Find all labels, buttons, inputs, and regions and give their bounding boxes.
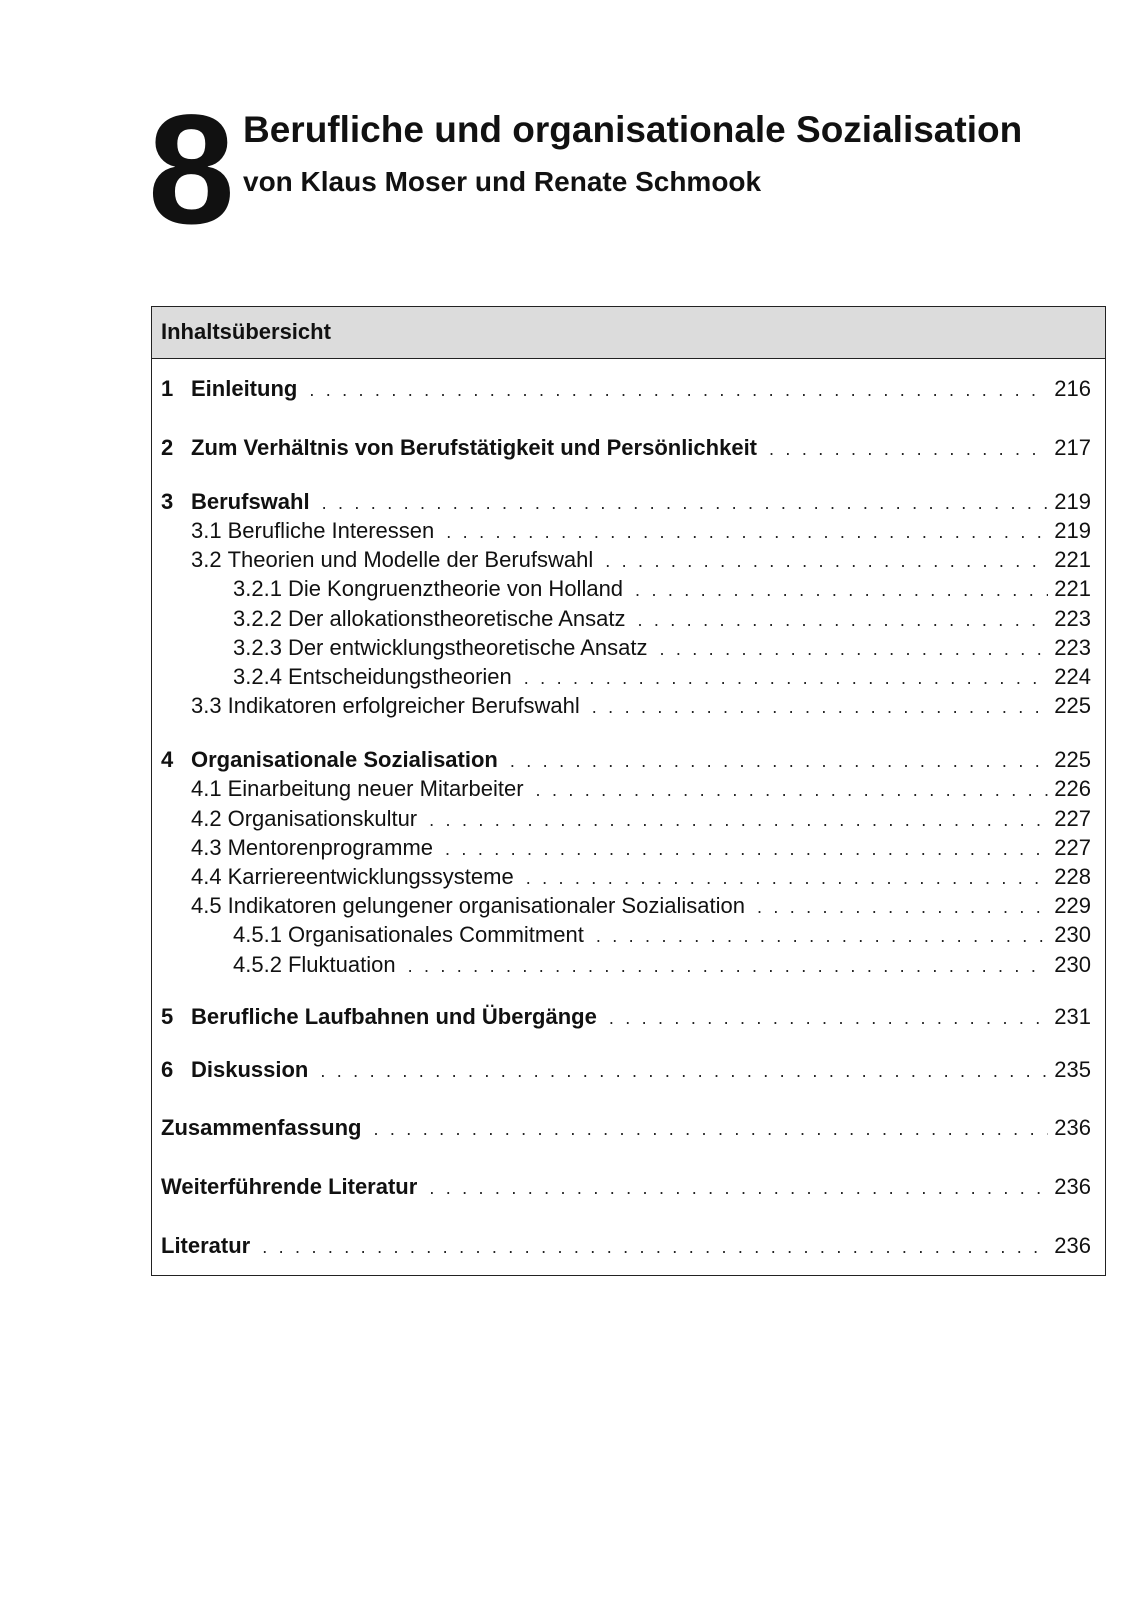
toc-entry-3-2-4[interactable] — [233, 662, 1091, 692]
toc-entry-verhaeltnis[interactable] — [161, 433, 1091, 463]
toc-entry-weiterfuehrende-literatur[interactable] — [161, 1172, 1091, 1202]
toc-entry-page: 223 — [1054, 606, 1091, 631]
toc-entry-page: 221 — [1054, 576, 1091, 601]
toc-entry-label: Fluktuation — [287, 952, 396, 977]
toc-entry-page: 223 — [1054, 635, 1091, 660]
toc-entry-label: Indikatoren erfolgreicher Berufswahl — [227, 693, 580, 718]
toc-entry-label: Berufswahl — [191, 489, 310, 514]
leader-dots — [309, 375, 1048, 405]
toc-entry-label: Einleitung — [191, 376, 298, 401]
leader-dots — [592, 692, 1049, 722]
toc-entry-3-2-2[interactable] — [233, 604, 1091, 634]
toc-entry-label: Zusammenfassung — [161, 1115, 362, 1140]
leader-dots — [635, 575, 1048, 605]
toc-entry-number: 4.3 — [191, 835, 222, 860]
toc-entry-organisationale-sozialisation[interactable] — [161, 745, 1091, 775]
toc-entry-diskussion[interactable] — [161, 1055, 1091, 1085]
toc-entry-label: Entscheidungstheorien — [287, 664, 512, 689]
leader-dots — [446, 517, 1048, 547]
leader-dots — [262, 1232, 1048, 1262]
toc-entry-page: 217 — [1054, 435, 1091, 460]
leader-dots — [510, 746, 1048, 776]
toc-entry-page: 219 — [1054, 518, 1091, 543]
toc-entry-3-3[interactable] — [191, 691, 1091, 721]
toc-entry-number: 3.2.4 — [233, 664, 282, 689]
toc-entry-label: Zum Verhältnis von Berufstätigkeit und Persönlichkeit — [191, 435, 758, 460]
leader-dots — [609, 1003, 1048, 1033]
toc-entry-page: 227 — [1054, 835, 1091, 860]
toc-entry-page: 219 — [1054, 489, 1091, 514]
toc-entry-number: 5 — [161, 1004, 174, 1029]
toc-entry-3-1[interactable] — [191, 516, 1091, 546]
toc-entry-4-5-1[interactable] — [233, 920, 1091, 950]
toc-entry-label: Organisationskultur — [227, 806, 418, 831]
toc-entry-label: Der allokationstheoretische Ansatz — [287, 606, 626, 631]
toc-entry-label: Einarbeitung neuer Mitarbeiter — [227, 776, 524, 801]
toc-entry-label: Weiterführende Literatur — [161, 1174, 418, 1199]
toc-entry-number: 3.3 — [191, 693, 222, 718]
chapter-number: 8 — [148, 83, 231, 257]
toc-entry-3-2-1[interactable] — [233, 574, 1091, 604]
toc-entry-number: 4.5.1 — [233, 922, 282, 947]
toc-entry-page: 229 — [1054, 893, 1091, 918]
toc-entry-label: Karriereentwicklungssysteme — [227, 864, 514, 889]
toc-entry-berufswahl[interactable] — [161, 487, 1091, 517]
leader-dots — [637, 605, 1048, 635]
toc-entry-number: 4.5.2 — [233, 952, 282, 977]
toc-entry-4-3[interactable] — [191, 833, 1091, 863]
toc-entry-page: 224 — [1054, 664, 1091, 689]
toc-entry-label: Die Kongruenztheorie von Holland — [287, 576, 624, 601]
toc-header: Inhaltsübersicht — [152, 307, 1105, 359]
toc-entry-number: 3.1 — [191, 518, 222, 543]
table-of-contents — [151, 306, 1106, 1276]
leader-dots — [605, 546, 1048, 576]
toc-entry-einleitung[interactable] — [161, 374, 1091, 404]
toc-entry-label: Organisationale Sozialisation — [191, 747, 498, 772]
toc-entry-4-4[interactable] — [191, 862, 1091, 892]
leader-dots — [769, 434, 1048, 464]
leader-dots — [524, 663, 1049, 693]
toc-entry-number: 6 — [161, 1057, 174, 1082]
leader-dots — [596, 921, 1048, 951]
toc-entry-page: 235 — [1054, 1057, 1091, 1082]
toc-entry-laufbahnen[interactable] — [161, 1002, 1091, 1032]
toc-entry-label: Der entwicklungstheoretische Ansatz — [287, 635, 648, 660]
toc-entry-number: 3 — [161, 489, 174, 514]
toc-entry-4-1[interactable] — [191, 774, 1091, 804]
toc-entry-4-5-2[interactable] — [233, 950, 1091, 980]
toc-entry-4-5[interactable] — [191, 891, 1091, 921]
toc-entry-page: 216 — [1054, 376, 1091, 401]
leader-dots — [526, 863, 1049, 893]
toc-entry-number: 3.2.3 — [233, 635, 282, 660]
toc-entry-page: 230 — [1054, 952, 1091, 977]
toc-entry-page: 225 — [1054, 693, 1091, 718]
toc-entry-page: 236 — [1054, 1115, 1091, 1140]
leader-dots — [408, 951, 1049, 981]
leader-dots — [445, 834, 1048, 864]
toc-entry-label: Mentorenprogramme — [227, 835, 434, 860]
toc-entry-page: 230 — [1054, 922, 1091, 947]
toc-entry-number: 4.1 — [191, 776, 222, 801]
toc-entry-page: 226 — [1054, 776, 1091, 801]
toc-entry-page: 236 — [1054, 1174, 1091, 1199]
leader-dots — [757, 892, 1048, 922]
toc-entry-number: 1 — [161, 376, 174, 401]
toc-entry-3-2-3[interactable] — [233, 633, 1091, 663]
leader-dots — [659, 634, 1048, 664]
toc-entry-number: 2 — [161, 435, 174, 460]
toc-entry-label: Berufliche Laufbahnen und Übergänge — [191, 1004, 597, 1029]
toc-entry-number: 4.2 — [191, 806, 222, 831]
toc-entry-4-2[interactable] — [191, 804, 1091, 834]
toc-entry-number: 3.2.1 — [233, 576, 282, 601]
leader-dots — [322, 488, 1049, 518]
toc-entry-3-2[interactable] — [191, 545, 1091, 575]
toc-entry-label: Theorien und Modelle der Berufswahl — [227, 547, 594, 572]
toc-entry-page: 225 — [1054, 747, 1091, 772]
chapter-title: Berufliche und organisationale Sozialisation — [243, 109, 1023, 150]
toc-entry-label: Indikatoren gelungener organisationaler Sozialisation — [227, 893, 745, 918]
toc-entry-number: 4.5 — [191, 893, 222, 918]
leader-dots — [374, 1114, 1049, 1144]
toc-entry-number: 4 — [161, 747, 174, 772]
leader-dots — [320, 1056, 1048, 1086]
toc-entry-zusammenfassung[interactable] — [161, 1113, 1091, 1143]
leader-dots — [536, 775, 1049, 805]
toc-entry-page: 227 — [1054, 806, 1091, 831]
toc-entry-label: Organisationales Commitment — [287, 922, 584, 947]
leader-dots — [429, 805, 1048, 835]
toc-entry-number: 3.2.2 — [233, 606, 282, 631]
toc-entry-page: 231 — [1054, 1004, 1091, 1029]
chapter-authors: von Klaus Moser und Renate Schmook — [243, 166, 762, 197]
toc-entry-label: Diskussion — [191, 1057, 309, 1082]
toc-entry-label: Berufliche Interessen — [227, 518, 435, 543]
toc-entry-label: Literatur — [161, 1233, 251, 1258]
leader-dots — [429, 1173, 1048, 1203]
toc-entry-literatur[interactable] — [161, 1231, 1091, 1261]
toc-entry-page: 228 — [1054, 864, 1091, 889]
toc-entry-number: 4.4 — [191, 864, 222, 889]
toc-entry-page: 236 — [1054, 1233, 1091, 1258]
toc-entry-page: 221 — [1054, 547, 1091, 572]
toc-entry-number: 3.2 — [191, 547, 222, 572]
